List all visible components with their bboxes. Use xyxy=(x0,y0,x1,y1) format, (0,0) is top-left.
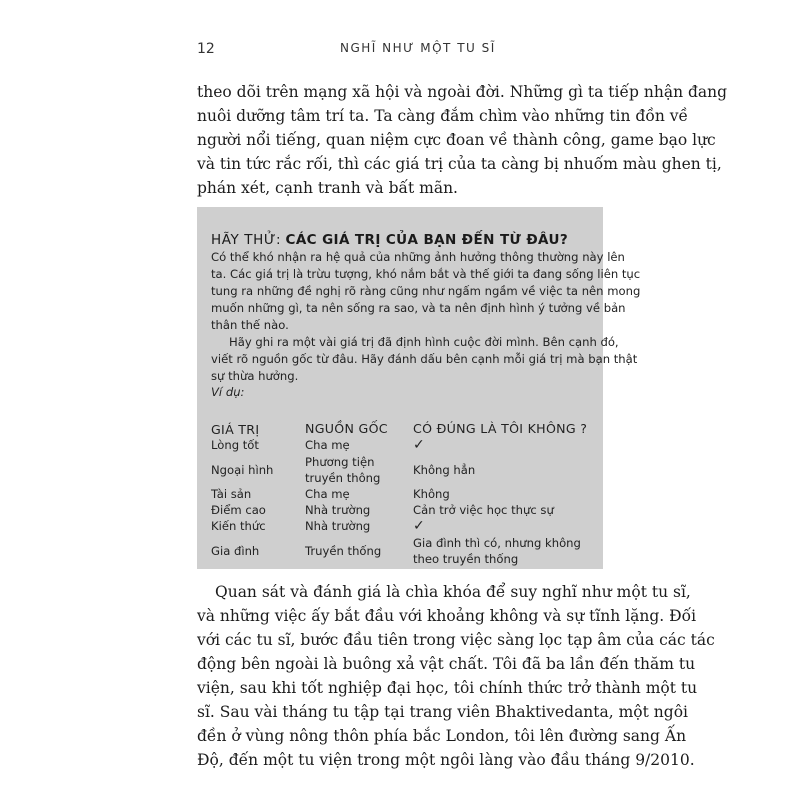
cell-answer-line: Gia đình thì có, nhưng không xyxy=(413,535,581,550)
page-number: 12 xyxy=(197,41,215,57)
table-row xyxy=(211,486,595,502)
exercise-box xyxy=(197,207,641,569)
cell-source: Nhà trường xyxy=(305,503,371,517)
text-line: đền ở vùng nông thôn phía bắc London, tôi lên đường sang Ấn xyxy=(197,727,687,745)
table-row xyxy=(211,518,595,534)
cell-answer: Không hẳn xyxy=(413,462,476,477)
cell-answer xyxy=(413,535,595,567)
column-header-source: NGUỒN GỐC xyxy=(305,421,388,436)
text-line: và tin tức rắc rối, thì các giá trị của ta càng bị nhuốm màu ghen tị, xyxy=(197,155,722,173)
text-line: theo dõi trên mạng xã hội và ngoài đời. Những gì ta tiếp nhận đang xyxy=(197,83,728,101)
text-line: phán xét, cạnh tranh và bất mãn. xyxy=(197,179,458,197)
text-line: động bên ngoài là buông xả vật chất. Tôi đã ba lần đến thăm tu xyxy=(197,655,696,673)
body-paragraph-bottom xyxy=(197,580,715,772)
cell-answer: Không xyxy=(413,487,450,501)
exercise-paragraph-2 xyxy=(211,334,638,385)
table-row xyxy=(211,453,595,486)
text-line: tung ra những đề nghị rõ ràng cũng như ngấm ngầm về việc ta nên mong xyxy=(211,284,641,298)
cell-source: Cha mẹ xyxy=(305,487,350,501)
exercise-heading: CÁC GIÁ TRỊ CỦA BẠN ĐẾN TỪ ĐÂU? xyxy=(285,232,569,248)
text-line: Có thể khó nhận ra hệ quả của những ảnh hưởng thông thường này lên xyxy=(211,250,625,264)
text-line: muốn những gì, ta nên sống ra sao, và ta nên định hình ý tưởng về bản xyxy=(211,301,626,315)
check-mark-icon: ✓ xyxy=(413,518,425,534)
cell-source-line: Phương tiện xyxy=(305,454,375,469)
column-header-answer: CÓ ĐÚNG LÀ TÔI KHÔNG ? xyxy=(413,421,588,436)
running-title: NGHĨ NHƯ MỘT TU SĨ xyxy=(340,41,496,55)
exercise-lead: HÃY THỬ: xyxy=(211,232,282,248)
text-line: Hãy ghi ra một vài giá trị đã định hình cuộc đời mình. Bên cạnh đó, xyxy=(229,335,619,349)
cell-value: Tài sản xyxy=(211,487,252,501)
cell-answer: Cản trở việc học thực sự xyxy=(413,503,554,517)
table-row xyxy=(211,502,595,518)
text-line: và những việc ấy bắt đầu với khoảng không và sự tĩnh lặng. Đối xyxy=(197,607,697,625)
body-paragraph-top xyxy=(197,80,728,200)
cell-answer-line: theo truyền thống xyxy=(413,551,519,566)
example-label: Ví dụ: xyxy=(211,385,245,399)
cell-source: Truyền thống xyxy=(305,543,382,558)
text-line: thân thế nào. xyxy=(211,318,289,332)
text-line: Quan sát và đánh giá là chìa khóa để suy nghĩ như một tu sĩ, xyxy=(215,583,691,601)
cell-source: Nhà trường xyxy=(305,519,371,533)
exercise-title xyxy=(211,232,568,248)
text-line: sĩ. Sau vài tháng tu tập tại trang viên Bhaktivedanta, một ngôi xyxy=(197,703,688,721)
cell-value: Ngoại hình xyxy=(211,462,274,477)
table-row xyxy=(211,534,595,567)
values-table xyxy=(211,421,595,567)
column-header-value: GIÁ TRỊ xyxy=(211,421,260,437)
table-header-row xyxy=(211,421,595,437)
cell-value: Gia đình xyxy=(211,543,260,558)
text-line: nuôi dưỡng tâm trí ta. Ta càng đắm chìm vào những tin đồn về xyxy=(197,107,689,125)
cell-value: Lòng tốt xyxy=(211,438,259,452)
cell-value: Điểm cao xyxy=(211,503,266,517)
table-row xyxy=(211,437,595,453)
cell-source: Cha mẹ xyxy=(305,438,350,452)
text-line: sự thừa hưởng. xyxy=(211,369,299,383)
exercise-paragraph-1 xyxy=(211,249,641,334)
cell-value: Kiến thức xyxy=(211,519,266,533)
text-line: Độ, đến một tu viện trong một ngôi làng vào đầu tháng 9/2010. xyxy=(197,751,695,769)
text-line: viết rõ nguồn gốc từ đâu. Hãy đánh dấu bên cạnh mỗi giá trị mà bạn thật xyxy=(211,352,638,366)
text-line: viện, sau khi tốt nghiệp đại học, tôi chính thức trở thành một tu xyxy=(197,679,698,697)
text-line: ta. Các giá trị là trừu tượng, khó nắm bắt và thế giới ta đang sống liên tục xyxy=(211,267,641,281)
cell-source-line: truyền thông xyxy=(305,470,381,485)
check-mark-icon: ✓ xyxy=(413,437,425,453)
cell-source xyxy=(305,454,413,486)
text-line: người nổi tiếng, quan niệm cực đoan về thành công, game bạo lực xyxy=(197,131,716,149)
text-line: với các tu sĩ, bước đầu tiên trong việc sàng lọc tạp âm của các tác xyxy=(197,631,715,649)
